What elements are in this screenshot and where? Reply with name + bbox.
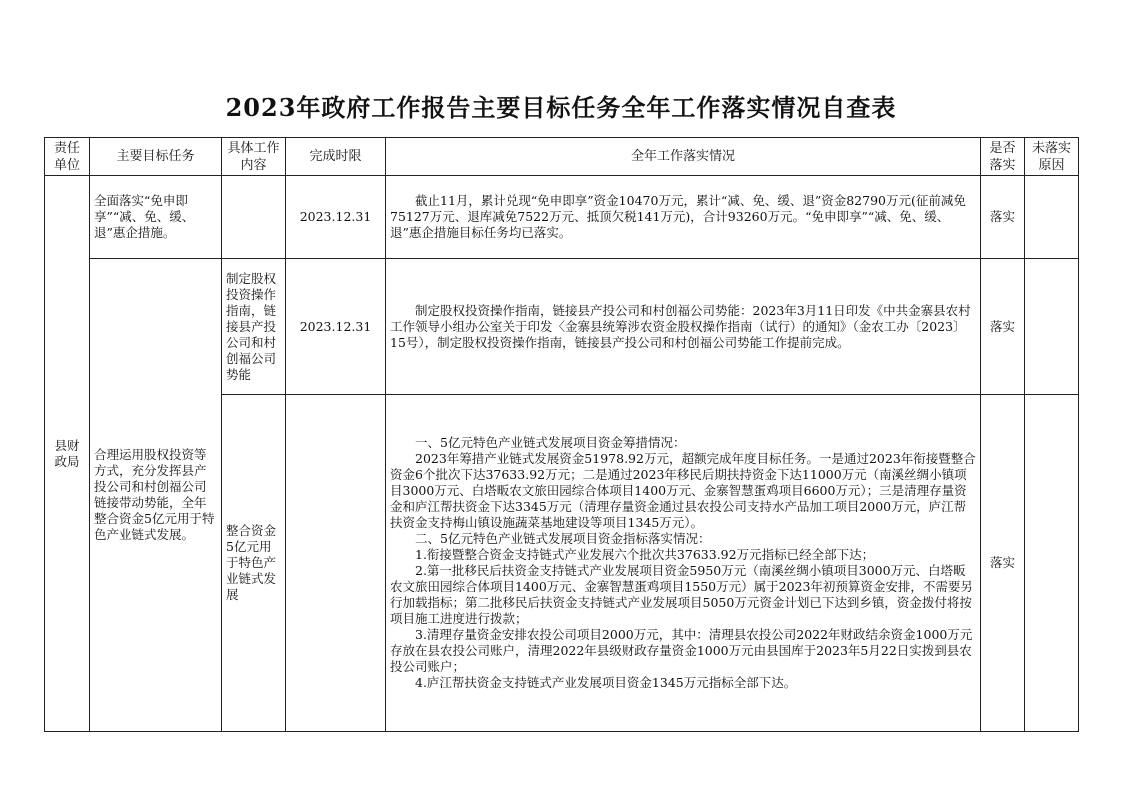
implemented-cell: 落实 bbox=[981, 176, 1025, 259]
progress-cell bbox=[386, 395, 981, 732]
header-content: 具体工作内容 bbox=[222, 138, 286, 176]
reason-cell bbox=[1025, 176, 1079, 259]
implemented-cell: 落实 bbox=[981, 259, 1025, 395]
task-cell: 全面落实“免申即享”“减、免、缓、退”惠企措施。 bbox=[90, 176, 222, 259]
progress-paragraph: 截止11月，累计兑现“免申即享”资金10470万元，累计“减、免、缓、退”资金82790万元(征前减免75127万元、退库减免7522万元、抵顶欠税141万元)，合计93260万元。“免申即享”“减、免、缓、退”惠企措施目标任务均已落实。 bbox=[390, 193, 966, 240]
progress-paragraph: 4.庐江帮扶资金支持链式产业发展项目资金1345万元指标全部下达。 bbox=[415, 675, 797, 690]
progress-paragraph: 二、5亿元特色产业链式发展项目资金指标落实情况： bbox=[415, 531, 711, 546]
progress-paragraph: 2.第一批移民后扶资金支持链式产业发展项目资金5950万元（南溪丝绸小镇项目3000万元、白塔畈农文旅田园综合体项目1400万元、金寨智慧蛋鸡项目1550万元）属于2023年初预算资金安排，不需要另行加载指标；第二批移民后扶资金支持链式产业发展项目5050万元资金计划已下达到乡镇，资金拨付将按项目施工进度进行拨款； bbox=[390, 563, 973, 626]
header-reason: 未落实原因 bbox=[1025, 138, 1079, 176]
progress-paragraph: 3.清理存量资金安排农投公司项目2000万元，其中：清理县农投公司2022年财政结余资金1000万元存放在县农投公司账户，清理2022年县级财政存量资金1000万元由县国库于2023年5月22日实拨到县农投公司账户； bbox=[390, 627, 973, 674]
header-row bbox=[45, 138, 1079, 176]
header-deadline: 完成时限 bbox=[286, 138, 386, 176]
header-unit: 责任单位 bbox=[45, 138, 90, 176]
header-task: 主要目标任务 bbox=[90, 138, 222, 176]
reason-cell bbox=[1025, 395, 1079, 732]
task-cell: 合理运用股权投资等方式，充分发挥县产投公司和村创福公司链接带动势能，全年整合资金5亿元用于特色产业链式发展。 bbox=[90, 259, 222, 732]
progress-paragraph: 1.衔接暨整合资金支持链式产业发展六个批次共37633.92万元指标已经全部下达； bbox=[415, 547, 875, 562]
progress-paragraph: 一、5亿元特色产业链式发展项目资金筹措情况： bbox=[415, 435, 686, 450]
self-check-table bbox=[44, 137, 1079, 732]
responsible-unit: 县财政局 bbox=[45, 176, 90, 732]
deadline-cell: 2023.12.31 bbox=[286, 259, 386, 395]
table-row bbox=[45, 259, 1079, 395]
reason-cell bbox=[1025, 259, 1079, 395]
progress-cell bbox=[386, 176, 981, 259]
progress-paragraph: 2023年筹措产业链式发展资金51978.92万元，超额完成年度目标任务。一是通过2023年衔接暨整合资金6个批次下达37633.92万元；二是通过2023年移民后期扶持资金下达11000万元（南溪丝绸小镇项目3000万元、白塔畈农文旅田园综合体项目1400万元、金寨智慧蛋鸡项目6600万元）；三是清理存量资金和庐江帮扶资金下达3345万元（清理存量资金通过县农投公司支持水产品加工项目2000万元，庐江帮扶资金支持梅山镇设施蔬菜基地建设等项目1345万元）。 bbox=[390, 451, 976, 530]
header-progress: 全年工作落实情况 bbox=[386, 138, 981, 176]
content-cell bbox=[222, 176, 286, 259]
progress-paragraph: 制定股权投资操作指南，链接县产投公司和村创福公司势能：2023年3月11日印发《中共金寨县农村工作领导小组办公室关于印发〈金寨县统筹涉农资金股权操作指南（试行）的通知》（金农工办〔2023〕15号），制定股权投资操作指南，链接县产投公司和村创福公司势能工作提前完成。 bbox=[390, 302, 971, 350]
content-cell: 整合资金5亿元用于特色产业链式发展 bbox=[222, 395, 286, 732]
content-cell: 制定股权投资操作指南，链接县产投公司和村创福公司势能 bbox=[222, 259, 286, 395]
page-title: 2023年政府工作报告主要目标任务全年工作落实情况自查表 bbox=[225, 93, 897, 122]
deadline-cell: 2023.12.31 bbox=[286, 176, 386, 259]
header-implemented: 是否落实 bbox=[981, 138, 1025, 176]
implemented-cell: 落实 bbox=[981, 395, 1025, 732]
progress-cell bbox=[386, 259, 981, 395]
deadline-cell bbox=[286, 395, 386, 732]
table-row bbox=[45, 176, 1079, 259]
